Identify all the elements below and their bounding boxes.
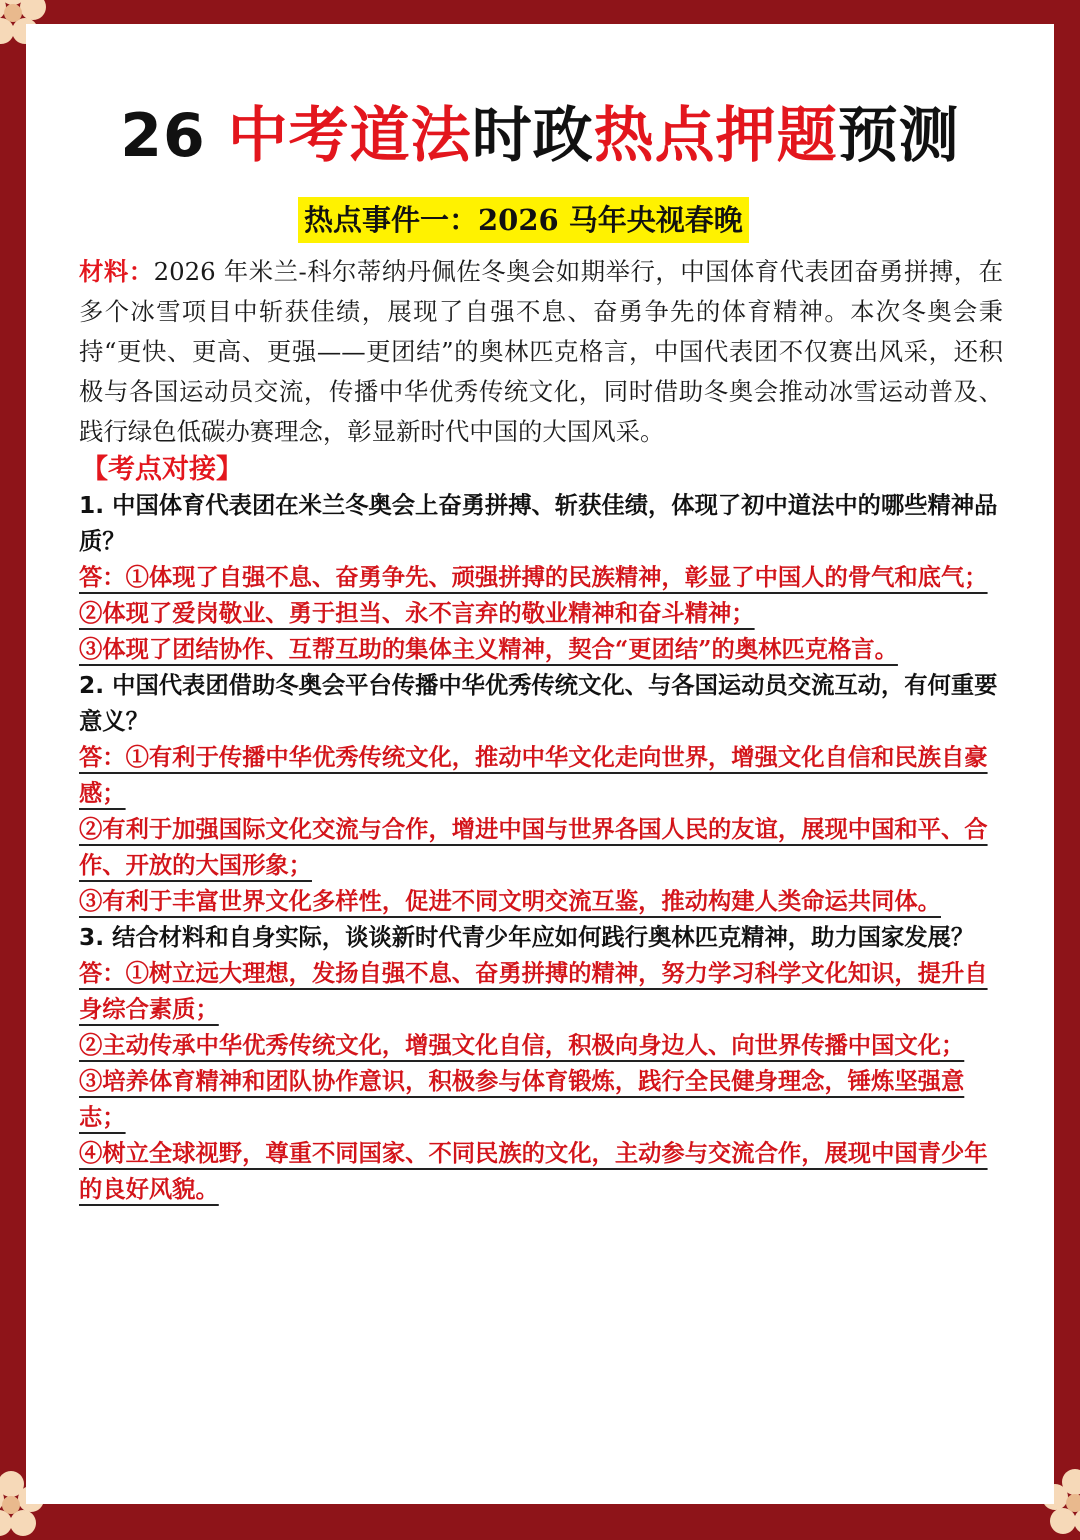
answer-item: ③培养体育精神和团队协作意识，积极参与体育锻炼，践行全民健身理念，锤炼坚强意志；	[79, 1068, 965, 1131]
answer-item: 答：①树立远大理想，发扬自强不息、奋勇拼搏的精神，努力学习科学文化知识，提升自身综合素质；	[79, 960, 988, 1023]
title-part-2: 时政	[471, 101, 594, 171]
answer-item: ②主动传承中华优秀传统文化，增强文化自信，积极向身边人、向世界传播中国文化；	[79, 1032, 965, 1059]
question-text: 1. 中国体育代表团在米兰冬奥会上奋勇拼搏、斩获佳绩，体现了初中道法中的哪些精神品质？	[79, 492, 998, 555]
answer-item: 答：①有利于传播中华优秀传统文化，推动中华文化走向世界，增强文化自信和民族自豪感；	[79, 744, 988, 807]
title-part-3: 热点押题	[593, 101, 838, 171]
answer-item: ④树立全球视野，尊重不同国家、不同民族的文化，主动参与交流合作，展现中国青少年的良好风貌。	[79, 1140, 988, 1203]
question-text: 2. 中国代表团借助冬奥会平台传播中华优秀传统文化、与各国运动员交流互动，有何重要意义？	[79, 672, 998, 735]
material-label: 材料：	[79, 257, 154, 286]
answer-item: ③有利于丰富世界文化多样性，促进不同文明交流互鉴，推动构建人类命运共同体。	[79, 888, 941, 915]
page-title	[0, 92, 1080, 180]
answer-item: ②体现了爱岗敬业、勇于担当、永不言弃的敬业精神和奋斗精神；	[79, 600, 755, 627]
question-block	[79, 488, 1003, 668]
title-part-1: 中考道法	[227, 101, 472, 171]
title-prefix: 26	[120, 101, 228, 171]
question-block	[79, 668, 1003, 920]
material-text: 2026 年米兰-科尔蒂纳丹佩佐冬奥会如期举行，中国体育代表团奋勇拼搏，在多个冰雪项目中斩获佳绩，展现了自强不息、奋勇争先的体育精神。本次冬奥会秉持“更快、更高、更强——更团结”的奥林匹克格言，中国代表团不仅赛出风采，还积极与各国运动员交流，传播中华优秀传统文化，同时借助冬奥会推动冰雪运动普及、践行绿色低碳办赛理念，彰显新时代中国的大国风采。	[79, 257, 1003, 446]
kaodian-heading: 【考点对接】	[81, 454, 243, 485]
answer-item: ③体现了团结协作、互帮互助的集体主义精神，契合“更团结”的奥林匹克格言。	[79, 636, 898, 663]
answer-item: 答：①体现了自强不息、奋勇争先、顽强拼搏的民族精神，彰显了中国人的骨气和底气；	[79, 564, 988, 591]
content	[79, 252, 1003, 1208]
answer-item: ②有利于加强国际文化交流与合作，增进中国与世界各国人民的友谊，展现中国和平、合作、开放的大国形象；	[79, 816, 988, 879]
question-block	[79, 920, 1003, 1208]
title-part-4: 预测	[837, 101, 960, 171]
question-text: 3. 结合材料和自身实际，谈谈新时代青少年应如何践行奥林匹克精神，助力国家发展？	[79, 924, 975, 951]
event-title: 热点事件一：2026 马年央视春晚	[298, 197, 749, 243]
material-paragraph	[79, 252, 1003, 452]
